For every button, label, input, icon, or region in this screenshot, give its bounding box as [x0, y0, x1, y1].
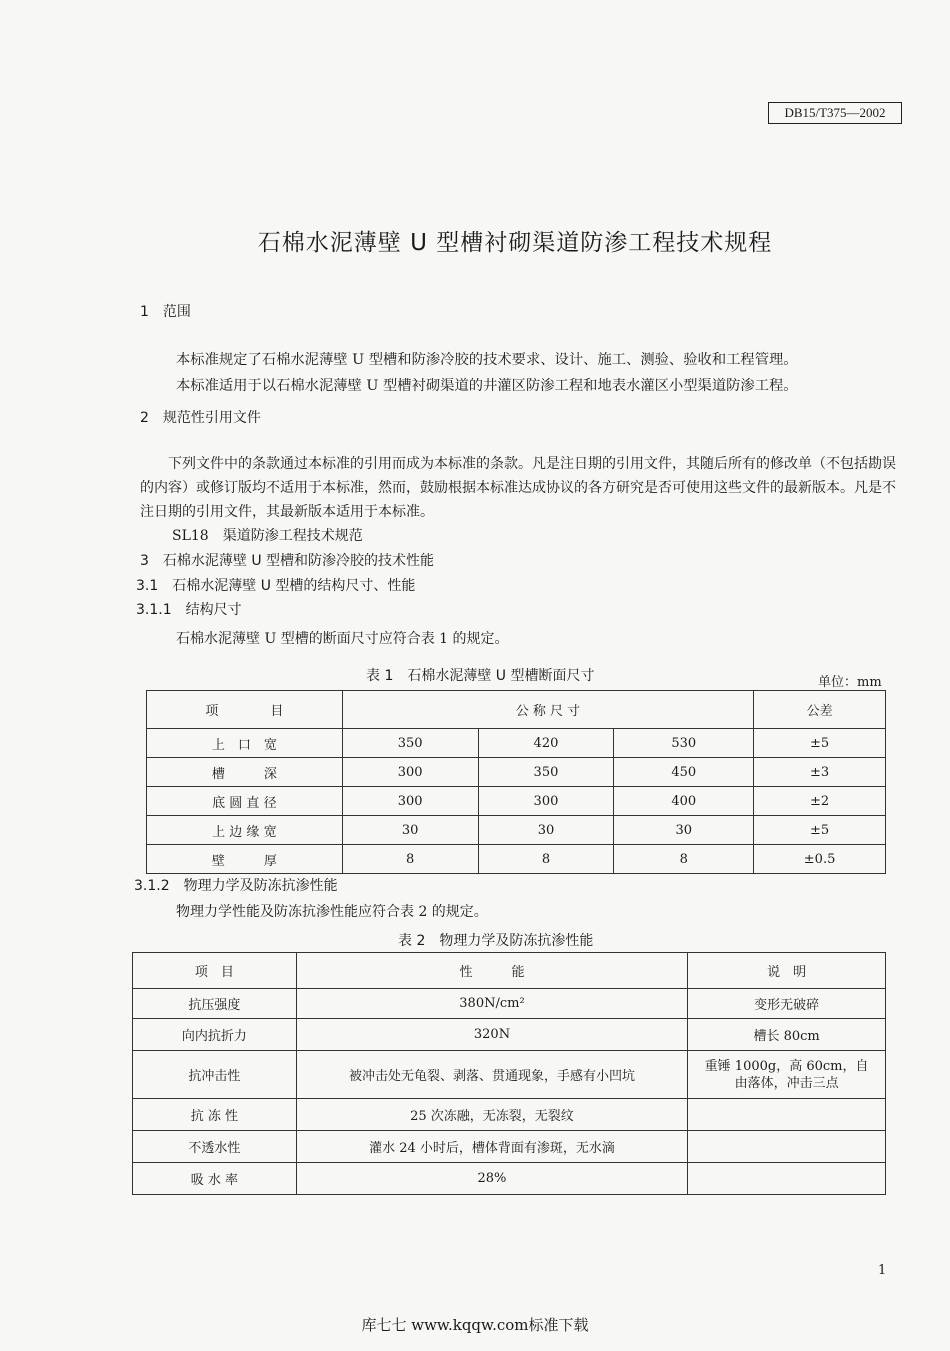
table-1-cell-item: 壁 厚	[147, 845, 343, 874]
reference-sl18: SL18 渠道防渗工程技术规范	[172, 528, 363, 544]
section-2-paragraph: 下列文件中的条款通过本标准的引用而成为本标准的条款。凡是注日期的引用文件，其随后所有的修改单（不包括勘误的内容）或修订版均不适用于本标准，然而，鼓励根据本标准达成协议的各方研究是否可使用这些文件的最新版本。凡是不注日期的引用文件，其最新版本适用于本标准。	[140, 456, 896, 520]
table-2-cell-performance: 320N	[296, 1019, 687, 1051]
table-1-cell: 300	[342, 787, 478, 816]
table-1-cell-tolerance: ±2	[754, 787, 886, 816]
table-2-cell-note	[688, 1099, 886, 1131]
table-row	[133, 1099, 886, 1131]
table-1-header-row	[147, 691, 886, 729]
section-2-heading: 2 规范性引用文件	[140, 410, 261, 426]
table-1-cell: 400	[614, 787, 754, 816]
table-row	[133, 1163, 886, 1195]
table-2-cell-note: 槽长 80cm	[688, 1019, 886, 1051]
section-3-1-2-heading: 3.1.2 物理力学及防冻抗渗性能	[134, 878, 338, 894]
table-1-cell-item: 上 边 缘 宽	[147, 816, 343, 845]
table-1-caption: 表 1 石棉水泥薄壁 U 型槽断面尺寸	[366, 668, 595, 684]
table-1-cell: 30	[478, 816, 614, 845]
table-2	[132, 952, 886, 1195]
table-1	[146, 690, 886, 874]
table-1-cell-tolerance: ±3	[754, 758, 886, 787]
page-number: 1	[878, 1263, 887, 1278]
table-1-cell: 450	[614, 758, 754, 787]
table-1-cell: 420	[478, 729, 614, 758]
table-1-cell: 300	[478, 787, 614, 816]
table-1-cell: 350	[342, 729, 478, 758]
table-1-cell: 300	[342, 758, 478, 787]
table-row	[133, 1019, 886, 1051]
table-1-cell: 530	[614, 729, 754, 758]
table-1-cell: 350	[478, 758, 614, 787]
standard-code: DB15/T375—2002	[768, 102, 902, 124]
section-3-1-1-text: 石棉水泥薄壁 U 型槽的断面尺寸应符合表 1 的规定。	[176, 631, 509, 647]
section-1-paragraph-1: 本标准规定了石棉水泥薄壁 U 型槽和防渗冷胶的技术要求、设计、施工、测验、验收和工程管理。	[176, 352, 798, 368]
table-2-cell-note	[688, 1131, 886, 1163]
section-3-heading: 3 石棉水泥薄壁 U 型槽和防渗冷胶的技术性能	[140, 553, 435, 569]
table-1-cell: 8	[614, 845, 754, 874]
table-2-cell-performance: 380N/cm²	[296, 989, 687, 1019]
table-2-cell-performance: 灌水 24 小时后，槽体背面有渗斑，无水滴	[296, 1131, 687, 1163]
table-1-cell: 8	[478, 845, 614, 874]
table-2-cell-item: 向内抗折力	[133, 1019, 297, 1051]
table-row	[133, 989, 886, 1019]
table-row	[147, 729, 886, 758]
table-2-header-item: 项 目	[133, 953, 297, 989]
table-2-cell-performance: 28%	[296, 1163, 687, 1195]
table-2-cell-note	[688, 1163, 886, 1195]
table-row	[147, 816, 886, 845]
table-2-header-performance: 性 能	[296, 953, 687, 989]
section-3-1-heading: 3.1 石棉水泥薄壁 U 型槽的结构尺寸、性能	[136, 578, 416, 594]
footer-watermark: 库七七 www.kqqw.com标准下载	[361, 1316, 589, 1334]
table-2-header-row	[133, 953, 886, 989]
section-3-1-1-heading: 3.1.1 结构尺寸	[136, 602, 242, 618]
table-1-header-nominal: 公 称 尺 寸	[342, 691, 753, 729]
table-1-cell-item: 底 圆 直 径	[147, 787, 343, 816]
table-row	[147, 845, 886, 874]
table-2-cell-item: 抗冲击性	[133, 1051, 297, 1099]
table-1-cell: 30	[614, 816, 754, 845]
section-1-heading: 1 范围	[140, 304, 191, 320]
table-2-header-note: 说 明	[688, 953, 886, 989]
table-2-cell-note: 重锤 1000g，高 60cm，自由落体，冲击三点	[688, 1051, 886, 1099]
table-1-cell-tolerance: ±5	[754, 729, 886, 758]
section-1-paragraph-2: 本标准适用于以石棉水泥薄壁 U 型槽衬砌渠道的井灌区防渗工程和地表水灌区小型渠道防渗工程。	[176, 378, 798, 394]
table-2-cell-performance: 25 次冻融，无冻裂，无裂纹	[296, 1099, 687, 1131]
document-title: 石棉水泥薄壁 U 型槽衬砌渠道防渗工程技术规程	[257, 230, 773, 256]
table-row	[147, 758, 886, 787]
table-row	[147, 787, 886, 816]
table-2-cell-item: 抗 冻 性	[133, 1099, 297, 1131]
table-2-cell-note: 变形无破碎	[688, 989, 886, 1019]
table-row	[133, 1051, 886, 1099]
table-2-caption: 表 2 物理力学及防冻抗渗性能	[398, 933, 594, 949]
table-1-unit: 单位：mm	[818, 675, 882, 690]
table-2-cell-item: 抗压强度	[133, 989, 297, 1019]
table-1-cell-tolerance: ±5	[754, 816, 886, 845]
table-1-cell: 8	[342, 845, 478, 874]
table-2-cell-item: 不透水性	[133, 1131, 297, 1163]
table-1-header-item: 项 目	[147, 691, 343, 729]
table-1-header-tolerance: 公差	[754, 691, 886, 729]
table-1-cell-tolerance: ±0.5	[754, 845, 886, 874]
table-1-cell-item: 上 口 宽	[147, 729, 343, 758]
table-2-cell-performance: 被冲击处无龟裂、剥落、贯通现象，手感有小凹坑	[296, 1051, 687, 1099]
table-row	[133, 1131, 886, 1163]
table-1-cell: 30	[342, 816, 478, 845]
table-1-cell-item: 槽 深	[147, 758, 343, 787]
section-3-1-2-text: 物理力学性能及防冻抗渗性能应符合表 2 的规定。	[176, 904, 488, 920]
table-2-cell-item: 吸 水 率	[133, 1163, 297, 1195]
